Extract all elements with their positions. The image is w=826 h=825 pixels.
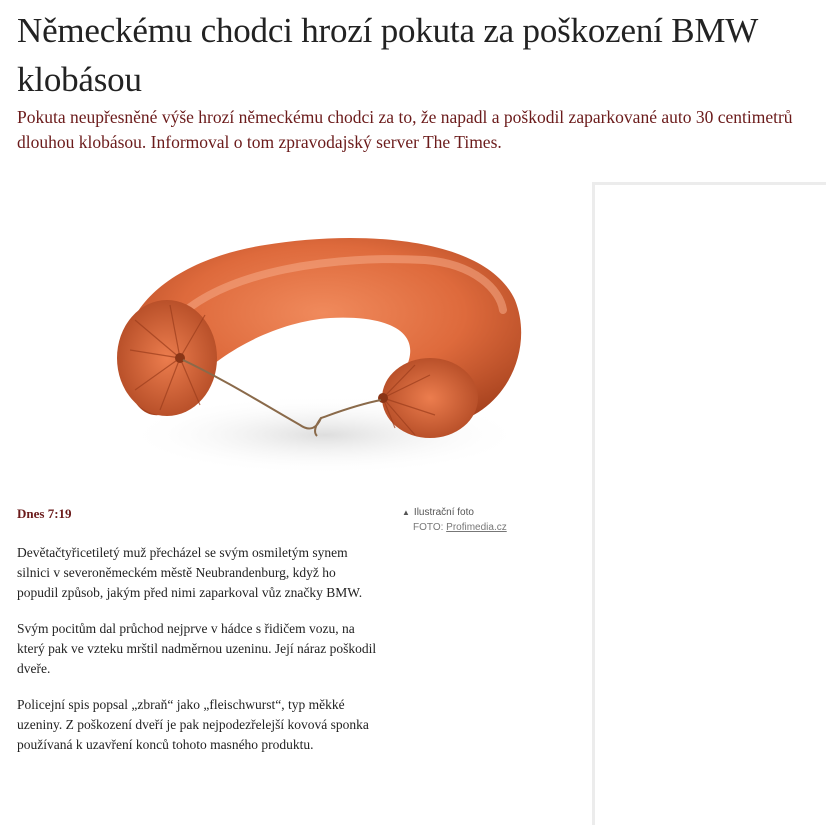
triangle-up-icon: ▲ — [402, 508, 410, 517]
article-body — [17, 543, 379, 771]
credit-source-link[interactable]: Profimedia.cz — [446, 522, 507, 533]
article-headline: Německému chodci hrozí pokuta za poškození BMW klobásou — [17, 11, 758, 99]
article-paragraph: Devětačtyřicetiletý muž přecházel se svým osmiletým synem silnici v severoněmeckém městě Neubrandenburg, když ho popudil způsob, jakým před nimi zaparkoval vůz značky BMW. — [17, 545, 363, 600]
caption-text: Ilustrační foto — [413, 507, 474, 518]
article-perex: Pokuta neupřesněné výše hrozí německému chodci za to, že napadl a poškodil zaparkované auto 30 centimetrů dlouhou klobásou. Informoval o tom zpravodajský server The Times. — [17, 107, 793, 152]
article-paragraph: Svým pocitům dal průchod nejprve v hádce s řidičem vozu, na který pak ve vzteku mrštil nadměrnou uzeninu. Její náraz poškodil dveře. — [17, 621, 377, 676]
article-paragraph: Policejní spis popsal „zbraň“ jako „fleischwurst“, typ měkké uzeniny. Z poškození dveří je pak nejpodezřelejší kovová sponka používaná k uzavření konců tohoto masného produktu. — [17, 697, 369, 752]
photo-credit — [402, 520, 572, 535]
photo-caption — [402, 505, 572, 535]
sausage-illustration — [85, 200, 565, 488]
article-photo[interactable] — [85, 200, 565, 488]
credit-prefix: FOTO: — [413, 522, 444, 533]
article-date: Dnes 7:19 — [17, 506, 72, 521]
sidebar-ad-box — [592, 182, 826, 825]
